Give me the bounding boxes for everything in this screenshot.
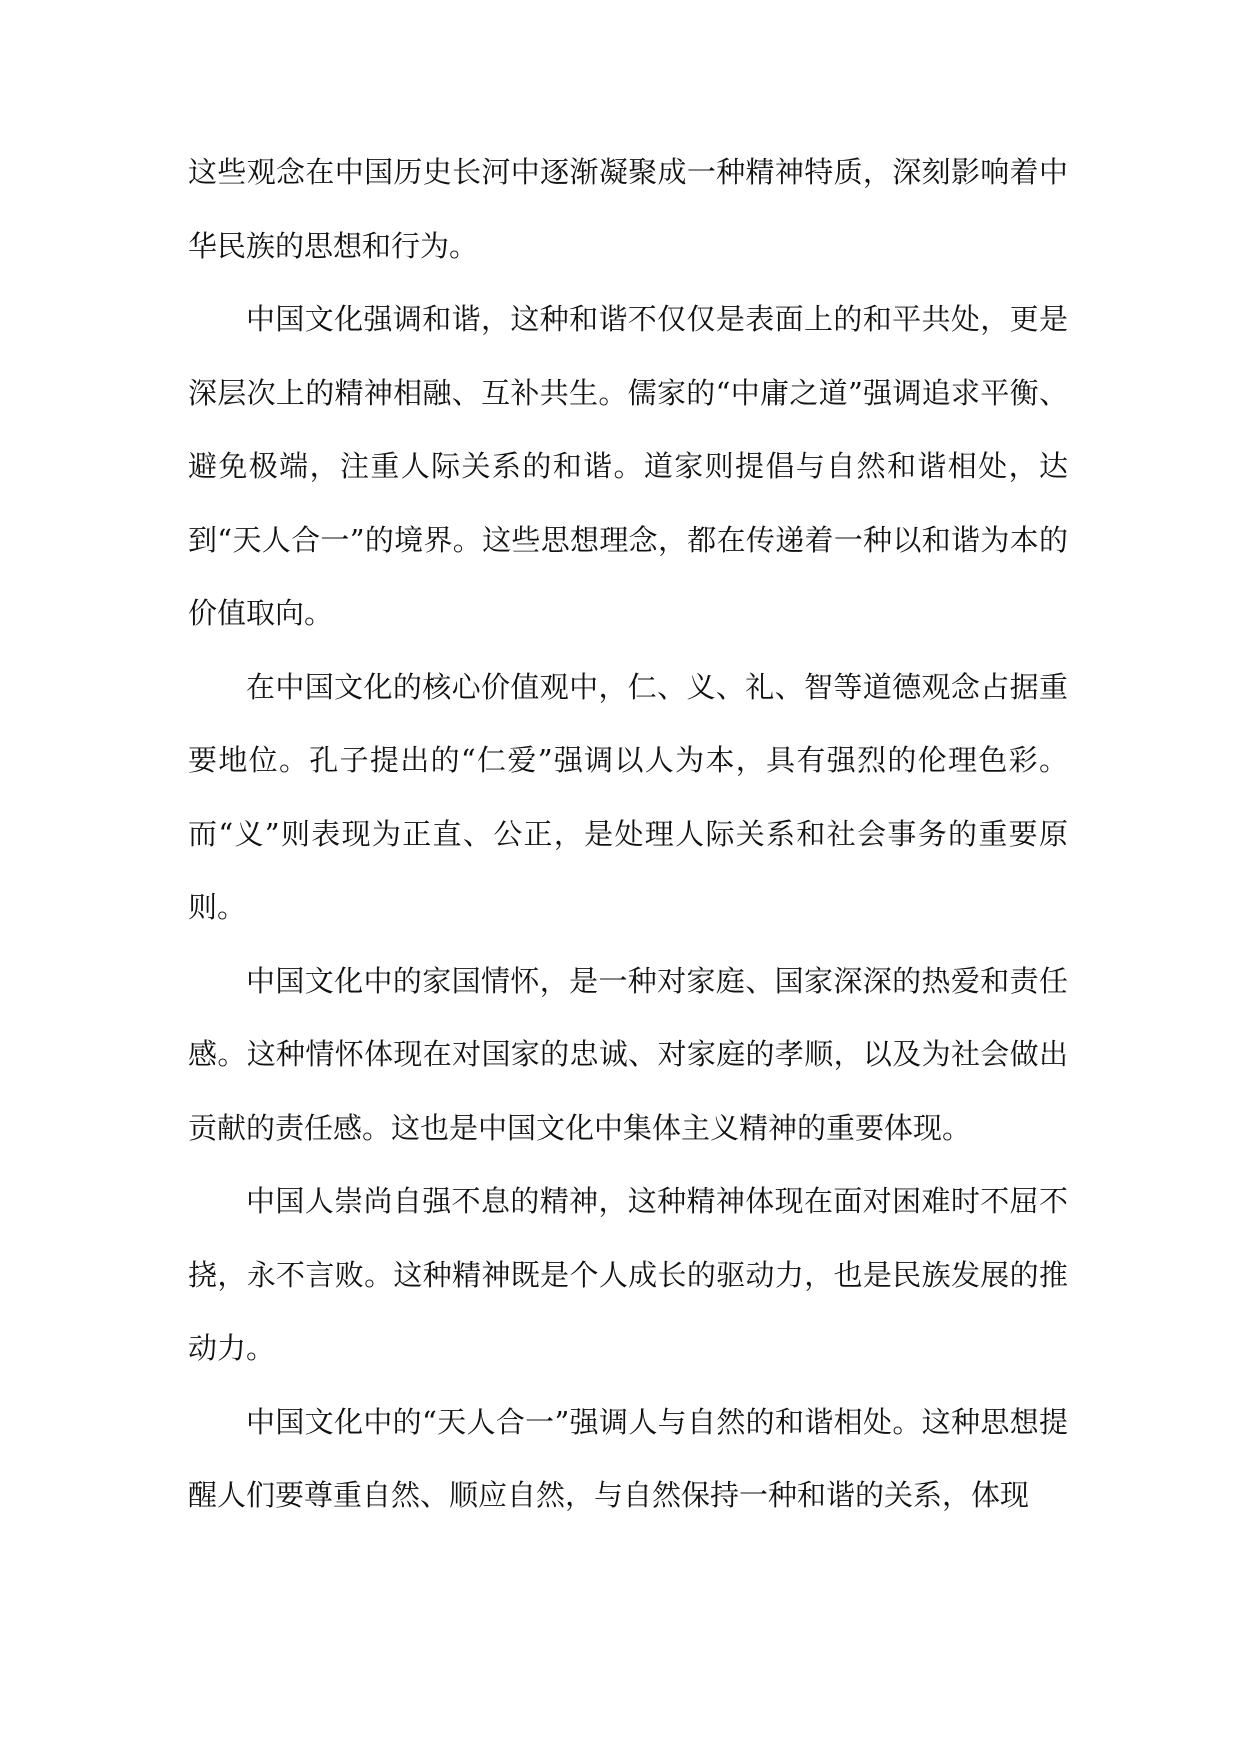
paragraph-core-values: 在中国文化的核心价值观中，仁、义、礼、智等道德观念占据重要地位。孔子提出的“仁爱”强调以人为本，具有强烈的伦理色彩。而“义”则表现为正直、公正，是处理人际关系和社会事务的重要原则。: [188, 669, 1068, 924]
paragraph-family-nation: 中国文化中的家国情怀，是一种对家庭、国家深深的热爱和责任感。这种情怀体现在对国家的忠诚、对家庭的孝顺，以及为社会做出贡献的责任感。这也是中国文化中集体主义精神的重要体现。: [188, 963, 1068, 1145]
document-body: [188, 136, 1068, 1533]
paragraph-self-improvement: 中国人崇尚自强不息的精神，这种精神体现在面对困难时不屈不挠，永不言败。这种精神既是个人成长的驱动力，也是民族发展的推动力。: [188, 1184, 1068, 1365]
paragraph-harmony: 中国文化强调和谐，这种和谐不仅仅是表面上的和平共处，更是深层次上的精神相融、互补共生。儒家的“中庸之道”强调追求平衡、避免极端，注重人际关系的和谐。道家则提倡与自然和谐相处，达到“天人合一”的境界。这些思想理念，都在传递着一种以和谐为本的价值取向。: [188, 302, 1068, 630]
paragraph-nature: 中国文化中的“天人合一”强调人与自然的和谐相处。这种思想提醒人们要尊重自然、顺应自然，与自然保持一种和谐的关系，体现: [188, 1404, 1068, 1512]
paragraph-continuation: 这些观念在中国历史长河中逐渐凝聚成一种精神特质，深刻影响着中华民族的思想和行为。: [188, 155, 1068, 263]
